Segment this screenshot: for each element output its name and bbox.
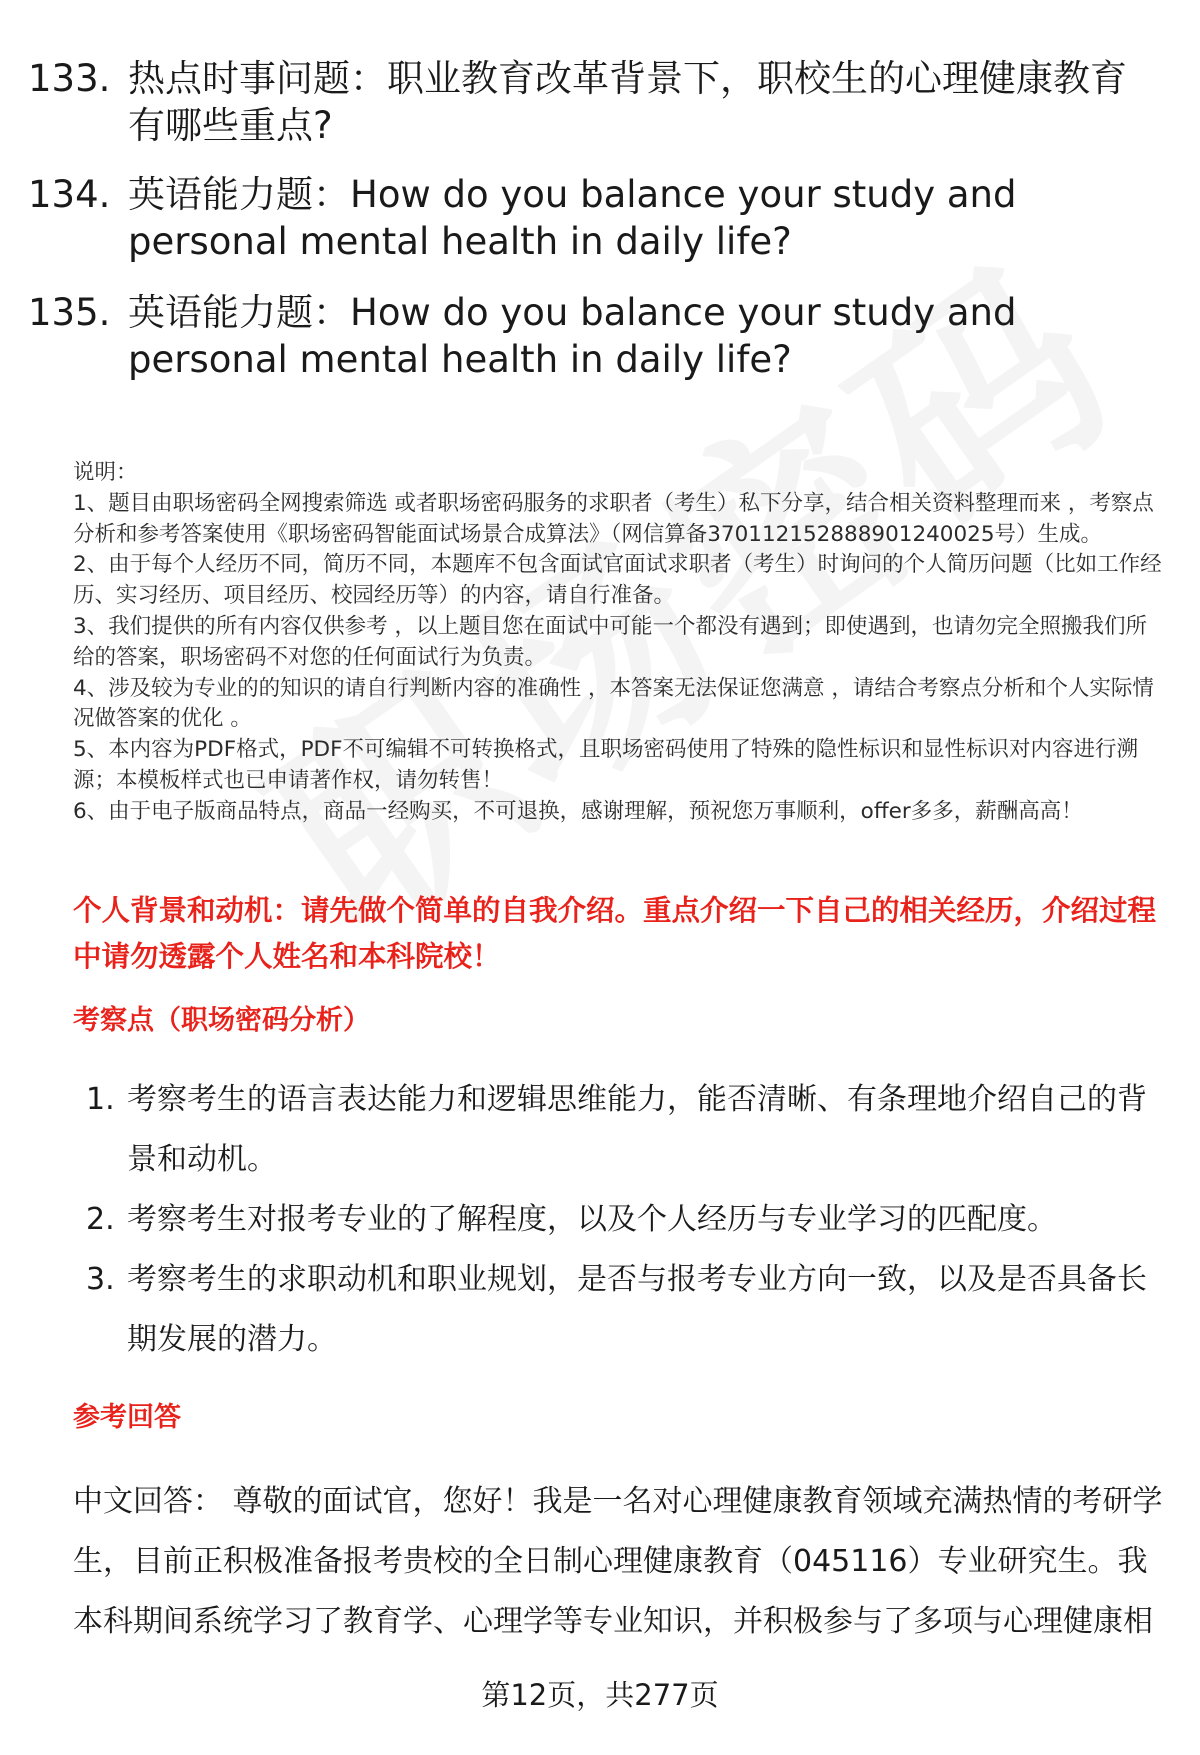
question-134 bbox=[28, 171, 1148, 265]
note-item: 3、我们提供的所有内容仅供参考 ，以上题目您在面试中可能一个都没有遇到；即使遇到，也请勿完全照搬我们所给的答案，职场密码不对您的任何面试行为负责。 bbox=[73, 613, 1148, 670]
analysis-heading: 考察点（职场密码分析） bbox=[73, 1005, 370, 1036]
note-item: 2、由于每个人经历不同，简历不同，本题库不包含面试官面试求职者（考生）时询问的个人简历问题（比如工作经历、实习经历、项目经历、校园经历等）的内容，请自行准备。 bbox=[73, 552, 1162, 609]
question-number: 133. bbox=[28, 57, 111, 100]
point-number: 2. bbox=[86, 1202, 115, 1237]
page-number: 第12页，共277页 bbox=[481, 1678, 719, 1712]
reference-answer: 中文回答： 尊敬的面试官，您好！我是一名对心理健康教育领域充满热情的考研学生，目前正积极准备报考贵校的全日制心理健康教育（045116）专业研究生。我本科期间系统学习了教育学、心理学等专业知识，并积极参与了多项与心理健康相 bbox=[73, 1484, 1163, 1639]
note-item: 4、涉及较为专业的的知识的请自行判断内容的准确性 ，本答案无法保证您满意 ，请结合考察点分析和个人实际情况做答案的优化 。 bbox=[73, 675, 1154, 732]
point-number: 3. bbox=[86, 1262, 115, 1297]
question-text: 热点时事问题：职业教育改革背景下，职校生的心理健康教育有哪些重点? bbox=[128, 57, 1127, 147]
analysis-point bbox=[73, 1070, 1163, 1190]
interview-prompt: 个人背景和动机：请先做个简单的自我介绍。重点介绍一下自己的相关经历，介绍过程中请勿透露个人姓名和本科院校！ bbox=[73, 894, 1157, 973]
question-133 bbox=[28, 55, 1148, 149]
question-text: 英语能力题：How do you balance your study and personal mental health in daily life? bbox=[128, 291, 1017, 381]
analysis-point bbox=[73, 1190, 1163, 1250]
point-number: 1. bbox=[86, 1082, 115, 1117]
note-item: 5、本内容为PDF格式，PDF不可编辑不可转换格式，且职场密码使用了特殊的隐性标识和显性标识对内容进行溯源；本模板样式也已申请著作权，请勿转售！ bbox=[73, 737, 1138, 793]
point-text: 考察考生的语言表达能力和逻辑思维能力，能否清晰、有条理地介绍自己的背景和动机。 bbox=[127, 1082, 1147, 1177]
question-135 bbox=[28, 289, 1148, 383]
question-text: 英语能力题：How do you balance your study and personal mental health in daily life? bbox=[128, 173, 1017, 263]
reference-heading: 参考回答 bbox=[73, 1402, 181, 1433]
analysis-points bbox=[73, 1070, 1163, 1370]
note-item: 6、由于电子版商品特点，商品一经购买，不可退换，感谢理解，预祝您万事顺利，offer多多，薪酬高高！ bbox=[73, 798, 1083, 824]
analysis-point bbox=[73, 1250, 1163, 1370]
note-item: 1、题目由职场密码全网搜索筛选 或者职场密码服务的求职者（考生）私下分享，结合相关资料整理而来 ，考察点分析和参考答案使用《职场密码智能面试场景合成算法》（网信算备370112152888901240025号）生成。 bbox=[73, 490, 1154, 547]
disclaimer-notes bbox=[73, 458, 1163, 828]
point-text: 考察考生对报考专业的了解程度，以及个人经历与专业学习的匹配度。 bbox=[127, 1202, 1057, 1237]
notes-title: 说明： bbox=[73, 460, 138, 485]
question-number: 135. bbox=[28, 291, 111, 334]
question-number: 134. bbox=[28, 173, 111, 216]
point-text: 考察考生的求职动机和职业规划，是否与报考专业方向一致，以及是否具备长期发展的潜力。 bbox=[127, 1262, 1147, 1357]
